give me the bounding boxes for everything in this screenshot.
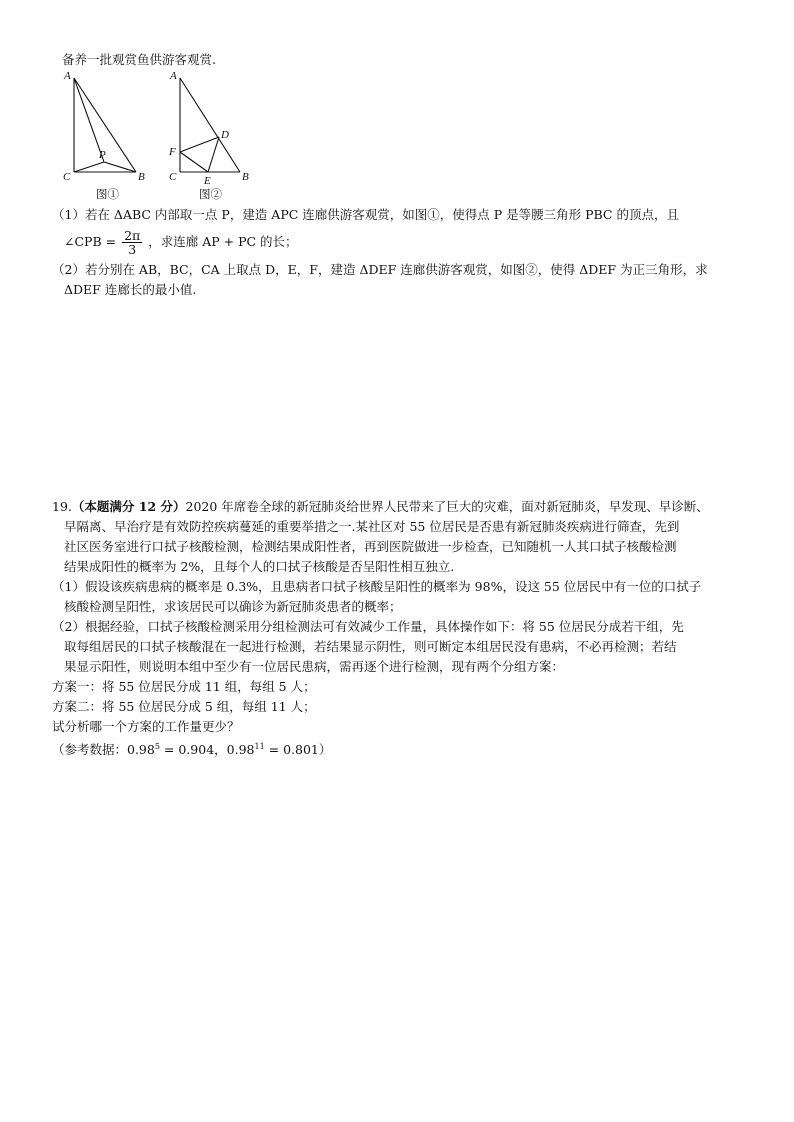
q19-line4: 结果成阳性的概率为 2%，且每个人的口拭子核酸是否呈阳性相互独立. bbox=[64, 559, 455, 574]
fig1-edge-pc bbox=[74, 162, 104, 172]
q19-ref-exp1: 5 bbox=[154, 742, 160, 751]
fig2-edge-fd bbox=[180, 137, 219, 152]
fig1-label-c: C bbox=[63, 171, 71, 183]
q19-part1-line1: （1）假设该疾病患病的概率是 0.3%，且患病者口拭子核酸呈阳性的概率为 98%，设这 55 位居民中有一位的口拭子 bbox=[52, 579, 702, 594]
q18-part2-line2: ΔDEF 连廊长的最小值. bbox=[64, 282, 197, 297]
q19-ref-middle: = 0.904，0.98 bbox=[159, 742, 255, 758]
q19-score: （本题满分 12 分） bbox=[71, 499, 186, 514]
figure-2 bbox=[166, 68, 266, 202]
q18-fraction-numerator: 2π bbox=[124, 228, 141, 243]
fig1-label-b: B bbox=[138, 171, 145, 183]
q18-part1-line1: （1）若在 ΔABC 内部取一点 P，建造 APC 连廊供游客观赏，如图①，使得点 P 是等腰三角形 PBC 的顶点，且 bbox=[52, 207, 679, 222]
fig2-label-d: D bbox=[221, 129, 229, 141]
q19-part2-line2: 取每组居民的口拭子核酸混在一起进行检测，若结果显示阴性，则可断定本组居民没有患病，不必再检测；若结 bbox=[64, 639, 677, 654]
q19-stem-start: 2020 年席卷全球的新冠肺炎给世界人民带来了巨大的灾难，面对新冠肺炎，早发现、早诊断、 bbox=[185, 499, 709, 514]
q19-plan2: 方案二：将 55 位居民分成 5 组，每组 11 人； bbox=[52, 699, 316, 714]
fig2-label-a: A bbox=[170, 70, 177, 82]
q19-ref-exp2: 11 bbox=[254, 742, 265, 751]
q19-part2-line1: （2）根据经验，口拭子核酸检测采用分组检测法可有效减少工作量，具体操作如下：将 55 位居民分成若干组，先 bbox=[52, 619, 684, 634]
q18-part1-line2 bbox=[64, 227, 298, 257]
q19-ref-start: （参考数据：0.98 bbox=[52, 742, 155, 758]
q18-fraction-denominator: 3 bbox=[128, 242, 137, 257]
fig2-label-c: C bbox=[169, 171, 177, 183]
q18-angle-text: ∠CPB = bbox=[64, 234, 117, 249]
fig1-caption: 图① bbox=[96, 189, 119, 201]
q19-line2: 早隔离、早治疗是有效防控疾病蔓延的重要举措之一.某社区对 55 位居民是否患有新冠肺炎疾病进行筛查，先到 bbox=[64, 519, 680, 534]
q19-ref-end: = 0.801） bbox=[264, 742, 332, 758]
fig2-label-e: E bbox=[204, 175, 211, 187]
q18-ask-text: ，求连廊 AP + PC 的长； bbox=[148, 234, 298, 249]
fig1-edge-pb bbox=[104, 162, 136, 172]
q19-line1 bbox=[52, 499, 709, 515]
q19-question: 试分析哪一个方案的工作量更少？ bbox=[52, 719, 240, 734]
fig1-label-p: P bbox=[99, 149, 106, 161]
q19-part2-line3: 果显示阳性，则说明本组中至少有一位居民患病，需再逐个进行检测，现有两个分组方案： bbox=[64, 659, 565, 674]
q19-reference-data bbox=[52, 739, 331, 758]
fig2-edge-ef bbox=[180, 152, 208, 172]
fig2-edge-de bbox=[208, 137, 219, 172]
q18-fraction bbox=[122, 229, 142, 256]
figure-1 bbox=[58, 68, 158, 202]
fig2-label-f: F bbox=[169, 146, 176, 158]
q19-line3: 社区医务室进行口拭子核酸检测，检测结果成阳性者，再到医院做进一步检查，已知随机一人其口拭子核酸检测 bbox=[64, 539, 677, 554]
fig2-label-b: B bbox=[242, 171, 249, 183]
q18-part2-line1: （2）若分别在 AB，BC，CA 上取点 D，E，F，建造 ΔDEF 连廊供游客观赏，如图②，使得 ΔDEF 为正三角形，求 bbox=[52, 262, 708, 277]
q19-plan1: 方案一：将 55 位居民分成 11 组，每组 5 人； bbox=[52, 679, 316, 694]
fig1-label-a: A bbox=[64, 70, 71, 82]
intro-text: 备养一批观赏鱼供游客观赏. bbox=[62, 52, 216, 67]
fig2-caption: 图② bbox=[199, 189, 222, 201]
q19-number: 19. bbox=[52, 499, 72, 514]
q19-part1-line2: 核酸检测呈阳性，求该居民可以确诊为新冠肺炎患者的概率； bbox=[64, 599, 402, 614]
